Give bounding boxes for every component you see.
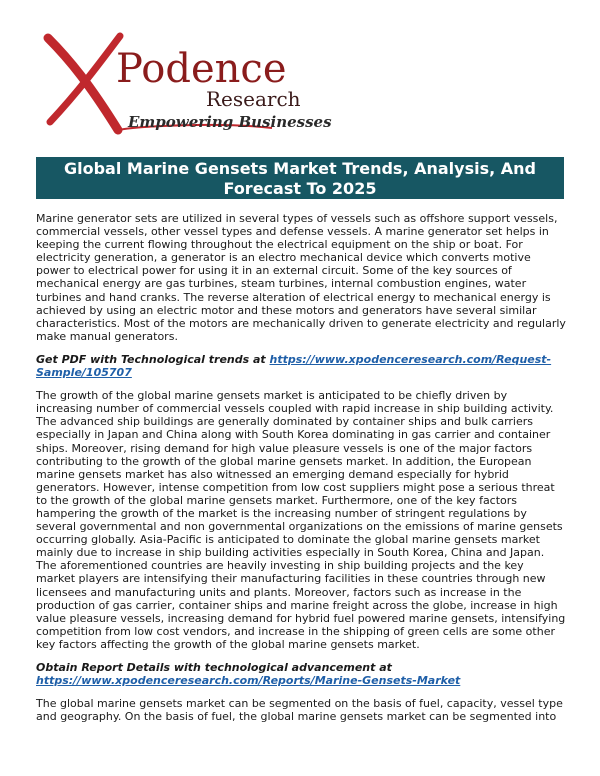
- segmentation-paragraph: The global marine gensets market can be segmented on the basis of fuel, capacity, vessel type and geography. On the basis of fuel, the global marine gensets market can be segmented into: [36, 697, 563, 724]
- logo-tagline: Empowering Businesses: [128, 113, 332, 131]
- xpodence-logo-graphic: [40, 30, 332, 140]
- document-title: Global Marine Gensets Market Trends, Analysis, And Forecast To 2025: [36, 157, 564, 199]
- report-cta-text: Obtain Report Details with technological advancement at: [36, 661, 392, 674]
- report-cta: [36, 661, 566, 687]
- pdf-cta-text: Get PDF with Technological trends at: [36, 352, 270, 366]
- pdf-cta: [36, 353, 566, 379]
- growth-paragraph: The growth of the global marine gensets market is anticipated to be chiefly driven by increasing number of commercial vessels coupled with rapid increase in ship building activity. The advanced ship buildings are generally dominated by container ships and bulk carriers especially in Japan and China along with South Korea dominating in gas carrier and container ships. Moreover, rising demand for high value pleasure vessels is one of the major factors contributing to the growth of the global marine gensets market. In addition, the European marine gensets market has also witnessed an emerging demand especially for hybrid generators. However, intense competition from low cost suppliers might pose a serious threat to the growth of the global marine gensets market. Furthermore, one of the key factors hampering the growth of the market is the increasing number of stringent regulations by several governmental and non governmental organizations on the emissions of marine gensets occurring globally. Asia-Pacific is anticipated to dominate the global marine gensets market mainly due to increase in ship building activities especially in South Korea, China and Japan. The aforementioned countries are heavily investing in ship building projects and the key market players are intensifying their manufacturing facilities in these countries through new licensees and manufacturing units and plants. Moreover, factors such as increase in the production of gas carrier, container ships and marine freight across the globe, increase in high value pleasure vessels, increasing demand for hybrid fuel powered marine gensets, intensifying competition from low cost vendors, and increase in the shipping of green cells are some other key factors affecting the growth of the global marine gensets market.: [36, 389, 566, 651]
- document-body: [36, 212, 566, 733]
- intro-paragraph: Marine generator sets are utilized in several types of vessels such as offshore support vessels, commercial vessels, other vessel types and defense vessels. A marine generator set helps in keeping the current flowing throughout the electrical equipment on the ship or boat. For electricity generation, a generator is an electro mechanical device which converts motive power to electrical power for using it in an external circuit. Some of the key sources of mechanical energy are gas turbines, steam turbines, internal combustion engines, water turbines and hand cranks. The reverse alteration of electrical energy to mechanical energy is achieved by using an electric motor and these motors and generators have several similar characteristics. Most of the motors are mechanically driven to generate electricity and regularly make manual generators.: [36, 212, 566, 343]
- company-logo: [40, 30, 332, 140]
- logo-brand-text: Podence: [116, 46, 287, 92]
- report-details-link[interactable]: https://www.xpodenceresearch.com/Reports/Marine-Gensets-Market: [36, 674, 461, 688]
- logo-sub-text: Research: [206, 87, 301, 111]
- request-sample-link[interactable]: https://www.xpodenceresearch.com/Request-Sample/105707: [36, 352, 552, 380]
